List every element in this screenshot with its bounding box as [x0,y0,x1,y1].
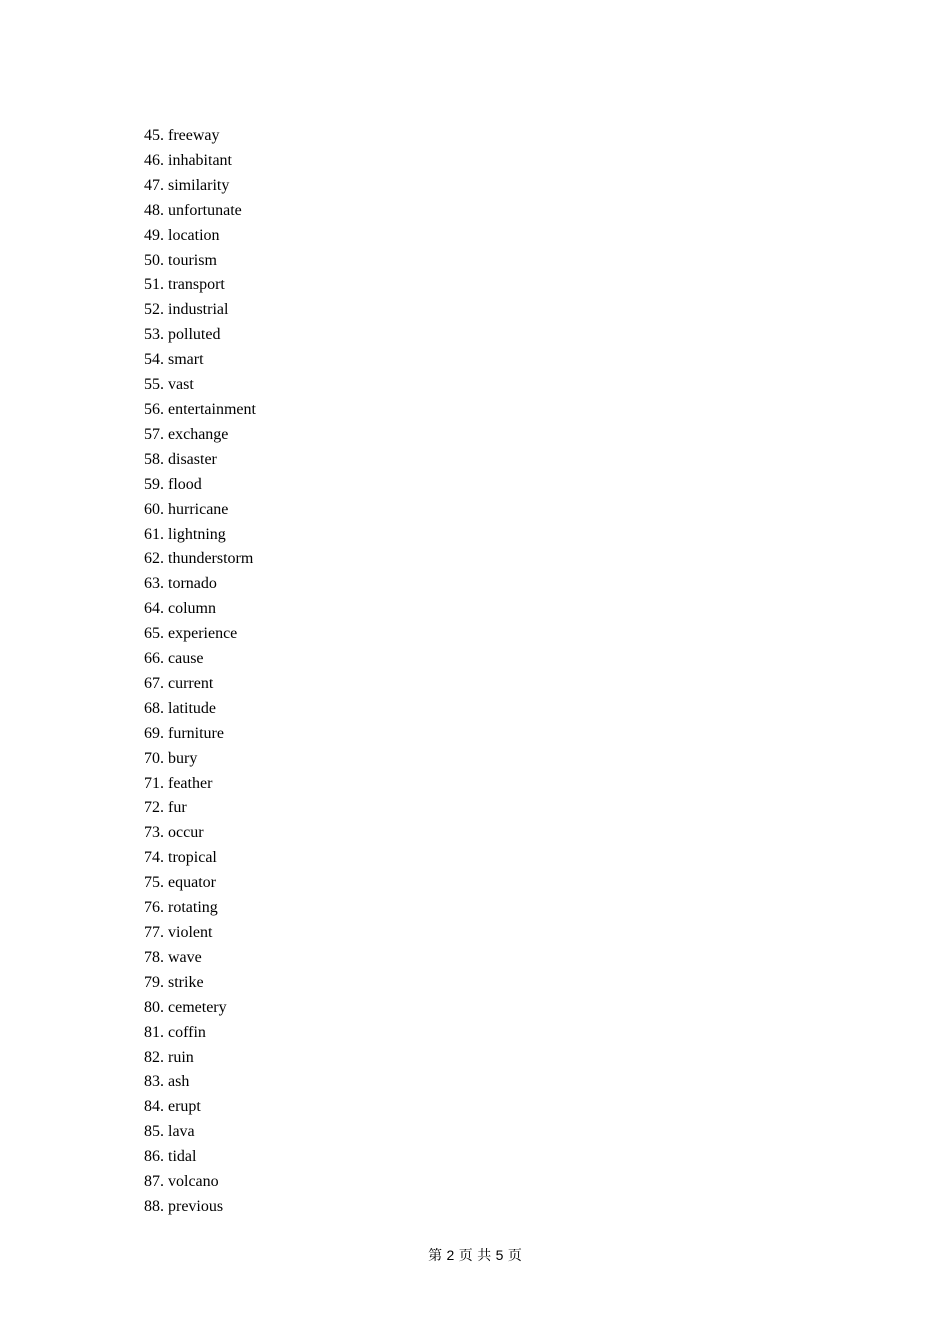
list-item [144,373,256,398]
list-item [144,423,256,448]
item-number: 80. [144,998,164,1016]
list-item [144,448,256,473]
list-item [144,672,256,697]
list-item [144,1195,256,1220]
item-word: previous [168,1197,224,1215]
item-word: ruin [168,1048,194,1066]
item-word: cause [168,650,204,668]
item-number: 50. [144,251,164,269]
item-word: bury [168,749,198,767]
item-word: rotating [168,899,218,917]
item-word: vast [168,376,194,394]
item-word: tropical [168,849,217,867]
item-number: 53. [144,326,164,344]
item-number: 45. [144,127,164,144]
item-word: feather [168,774,213,792]
item-number: 62. [144,550,164,568]
item-number: 68. [144,699,164,717]
footer-current-page: 2 [446,1247,455,1263]
list-item [144,1120,256,1145]
item-number: 56. [144,400,164,418]
item-number: 71. [144,774,164,792]
item-word: industrial [168,301,229,319]
item-word: thunderstorm [168,550,254,568]
item-number: 78. [144,948,164,966]
item-number: 66. [144,650,164,668]
item-word: polluted [168,326,221,344]
list-item [144,473,256,498]
list-item [144,796,256,821]
item-word: tidal [168,1148,197,1166]
item-number: 84. [144,1098,164,1116]
item-number: 72. [144,799,164,817]
list-item [144,547,256,572]
footer-total-pages: 5 [495,1247,504,1263]
item-word: freeway [168,127,220,144]
list-item [144,697,256,722]
footer-suffix: 页 [507,1248,522,1264]
item-number: 86. [144,1148,164,1166]
item-number: 64. [144,600,164,618]
item-word: hurricane [168,500,229,518]
item-number: 87. [144,1173,164,1191]
item-number: 60. [144,500,164,518]
list-item [144,1095,256,1120]
list-item [144,523,256,548]
list-item [144,647,256,672]
item-number: 65. [144,625,164,643]
list-item [144,249,256,274]
item-word: transport [168,276,225,294]
list-item [144,821,256,846]
list-item [144,971,256,996]
list-item [144,348,256,373]
item-number: 74. [144,849,164,867]
list-item [144,572,256,597]
list-item [144,273,256,298]
item-word: equator [168,874,216,892]
item-number: 75. [144,874,164,892]
list-item [144,323,256,348]
item-number: 51. [144,276,164,294]
list-item [144,996,256,1021]
list-item [144,1021,256,1046]
item-number: 76. [144,899,164,917]
item-word: ash [168,1073,190,1091]
page-footer [0,1245,950,1266]
list-item [144,871,256,896]
item-word: smart [168,351,204,369]
item-number: 69. [144,724,164,742]
item-number: 82. [144,1048,164,1066]
item-word: furniture [168,724,224,742]
list-item [144,174,256,199]
item-number: 59. [144,475,164,493]
item-number: 49. [144,226,164,244]
list-item [144,498,256,523]
list-item [144,298,256,323]
vocabulary-list [144,124,256,1220]
item-word: column [168,600,216,618]
item-word: exchange [168,425,229,443]
item-word: tourism [168,251,217,269]
list-item [144,772,256,797]
item-word: inhabitant [168,151,232,169]
item-number: 47. [144,176,164,194]
list-item [144,1145,256,1170]
item-number: 57. [144,425,164,443]
list-item [144,622,256,647]
list-item [144,199,256,224]
list-item [144,597,256,622]
item-word: wave [168,948,202,966]
list-item [144,1070,256,1095]
item-word: similarity [168,176,230,194]
item-number: 88. [144,1197,164,1215]
item-number: 70. [144,749,164,767]
item-number: 58. [144,450,164,468]
item-number: 55. [144,376,164,394]
list-item [144,722,256,747]
item-word: erupt [168,1098,201,1116]
item-word: cemetery [168,998,227,1016]
item-word: occur [168,824,204,842]
item-number: 61. [144,525,164,543]
item-word: experience [168,625,238,643]
footer-prefix: 第 [428,1248,443,1264]
item-word: fur [168,799,187,817]
list-item [144,946,256,971]
item-word: entertainment [168,400,256,418]
list-item [144,1046,256,1071]
item-number: 63. [144,575,164,593]
item-number: 67. [144,674,164,692]
list-item [144,747,256,772]
list-item [144,921,256,946]
list-item [144,149,256,174]
item-word: tornado [168,575,217,593]
item-number: 85. [144,1123,164,1141]
item-word: latitude [168,699,216,717]
item-word: coffin [168,1023,206,1041]
item-word: lava [168,1123,195,1141]
item-number: 48. [144,201,164,219]
item-number: 79. [144,973,164,991]
item-word: strike [168,973,204,991]
item-word: disaster [168,450,217,468]
item-number: 73. [144,824,164,842]
item-number: 52. [144,301,164,319]
item-number: 54. [144,351,164,369]
list-item [144,224,256,249]
item-word: lightning [168,525,226,543]
item-word: current [168,674,214,692]
list-item [144,124,256,149]
item-number: 83. [144,1073,164,1091]
item-number: 77. [144,924,164,941]
item-word: volcano [168,1173,219,1191]
list-item [144,1170,256,1195]
list-item [144,398,256,423]
item-number: 81. [144,1023,164,1041]
list-item [144,896,256,921]
item-number: 46. [144,151,164,169]
item-word: flood [168,475,202,493]
footer-middle: 页 共 [458,1248,492,1264]
item-word: location [168,226,220,244]
list-item [144,846,256,871]
item-word: violent [168,924,213,941]
item-word: unfortunate [168,201,242,219]
